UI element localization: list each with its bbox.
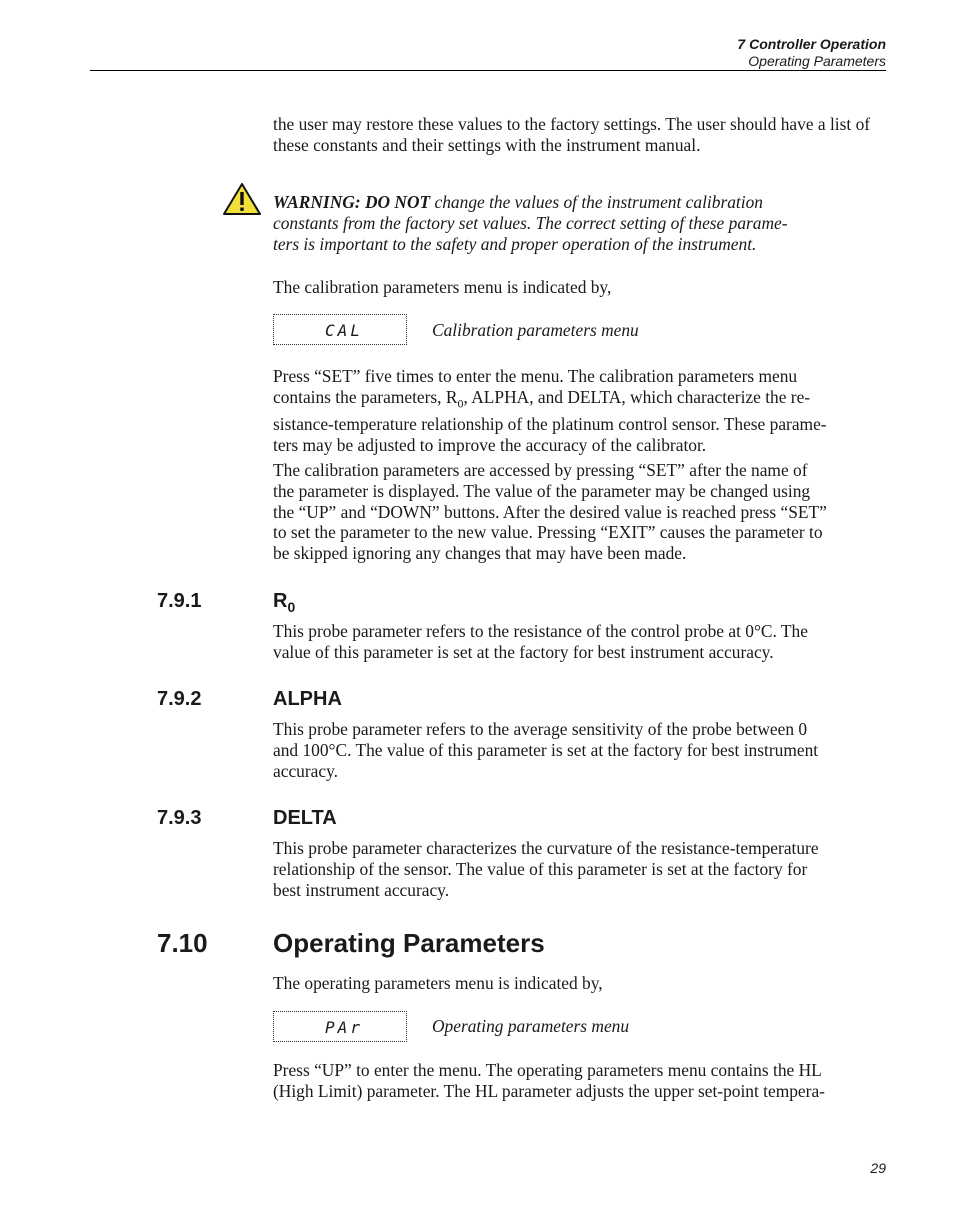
set-paragraph: [273, 366, 887, 456]
set-line-4: ters may be adjusted to improve the accuracy of the calibrator.: [273, 434, 707, 455]
section-alpha-body: [273, 719, 887, 781]
warning-text: [273, 192, 887, 254]
body-line: accuracy.: [273, 760, 338, 781]
body-line: (High Limit) parameter. The HL parameter adjusts the upper set-point tempera-: [273, 1080, 825, 1101]
cal-menu-display: [273, 314, 407, 345]
access-line: be skipped ignoring any changes that may have been made.: [273, 543, 687, 564]
body-line: Press “UP” to enter the menu. The operating parameters menu contains the HL: [273, 1060, 822, 1080]
r0-subscript: 0: [457, 396, 464, 411]
warning-triangle-icon: [222, 182, 262, 216]
section-number-7-10: 7.10: [157, 928, 208, 958]
warning-line-3: ters is important to the safety and proper operation of the instrument.: [273, 233, 757, 254]
running-header-chapter: 7 Controller Operation: [737, 36, 886, 52]
body-line: This probe parameter refers to the resistance of the control probe at 0°C. The: [273, 621, 808, 641]
warning-line-1-rest: change the values of the instrument calibration: [430, 192, 763, 212]
access-line: the “UP” and “DOWN” buttons. After the desired value is reached press “SET”: [273, 501, 827, 522]
section-number-7-9-3: 7.9.3: [157, 807, 202, 829]
body-line: value of this parameter is set at the factory for best instrument accuracy.: [273, 641, 774, 662]
body-line: This probe parameter characterizes the curvature of the resistance-temperature: [273, 838, 819, 858]
set-line-1: Press “SET” five times to enter the menu. The calibration parameters menu: [273, 366, 798, 386]
section-title-operating-parameters: Operating Parameters: [273, 928, 545, 958]
warning-line-1: [273, 192, 887, 213]
cal-menu-intro: The calibration parameters menu is indicated by,: [273, 277, 612, 297]
set-line-2: contains the parameters, $R_0$, ALPHA, and DELTA, which characterize the re-: [273, 386, 811, 411]
section-title-alpha: ALPHA: [273, 688, 342, 710]
op-menu-intro: The operating parameters menu is indicated by,: [273, 973, 603, 993]
section-title-delta: DELTA: [273, 807, 337, 829]
section-number-7-9-1: 7.9.1: [157, 590, 202, 612]
op-menu-caption: Operating parameters menu: [432, 1016, 630, 1036]
access-line: the parameter is displayed. The value of the parameter may be changed using: [273, 480, 811, 501]
body-line: and 100°C. The value of this parameter is set at the factory for best instrument: [273, 739, 819, 760]
section-title-r0: $R_0$: [273, 590, 296, 615]
op-menu-display: [273, 1011, 407, 1042]
warning-lead: WARNING: DO NOT: [273, 192, 431, 212]
section-delta-body: [273, 838, 887, 900]
access-paragraph: [273, 460, 887, 564]
section-r0-body: [273, 621, 887, 663]
body-line: best instrument accuracy.: [273, 879, 450, 900]
body-line: relationship of the sensor. The value of this parameter is set at the factory for: [273, 858, 808, 879]
running-header-section: Operating Parameters: [748, 53, 886, 69]
cal-menu-display-text: CAL: [325, 321, 363, 340]
op-menu-display-text: PAr: [325, 1018, 363, 1037]
section-number-7-9-2: 7.9.2: [157, 688, 202, 710]
access-line: The calibration parameters are accessed by pressing “SET” after the name of: [273, 460, 808, 480]
warning-line-2: constants from the factory set values. The correct setting of these parame-: [273, 212, 788, 233]
header-rule: [90, 70, 886, 71]
page-number: 29: [870, 1160, 886, 1176]
intro-paragraph: the user may restore these values to the factory settings. The user should have a list of these constants and their settings with the instrument manual.: [273, 114, 871, 155]
access-line: to set the parameter to the new value. Pressing “EXIT” causes the parameter to: [273, 522, 823, 543]
op-body: [273, 1060, 887, 1102]
set-line-3: sistance-temperature relationship of the platinum control sensor. These parame-: [273, 414, 827, 435]
cal-menu-caption: Calibration parameters menu: [432, 320, 639, 340]
body-line: This probe parameter refers to the average sensitivity of the probe between 0: [273, 719, 808, 739]
